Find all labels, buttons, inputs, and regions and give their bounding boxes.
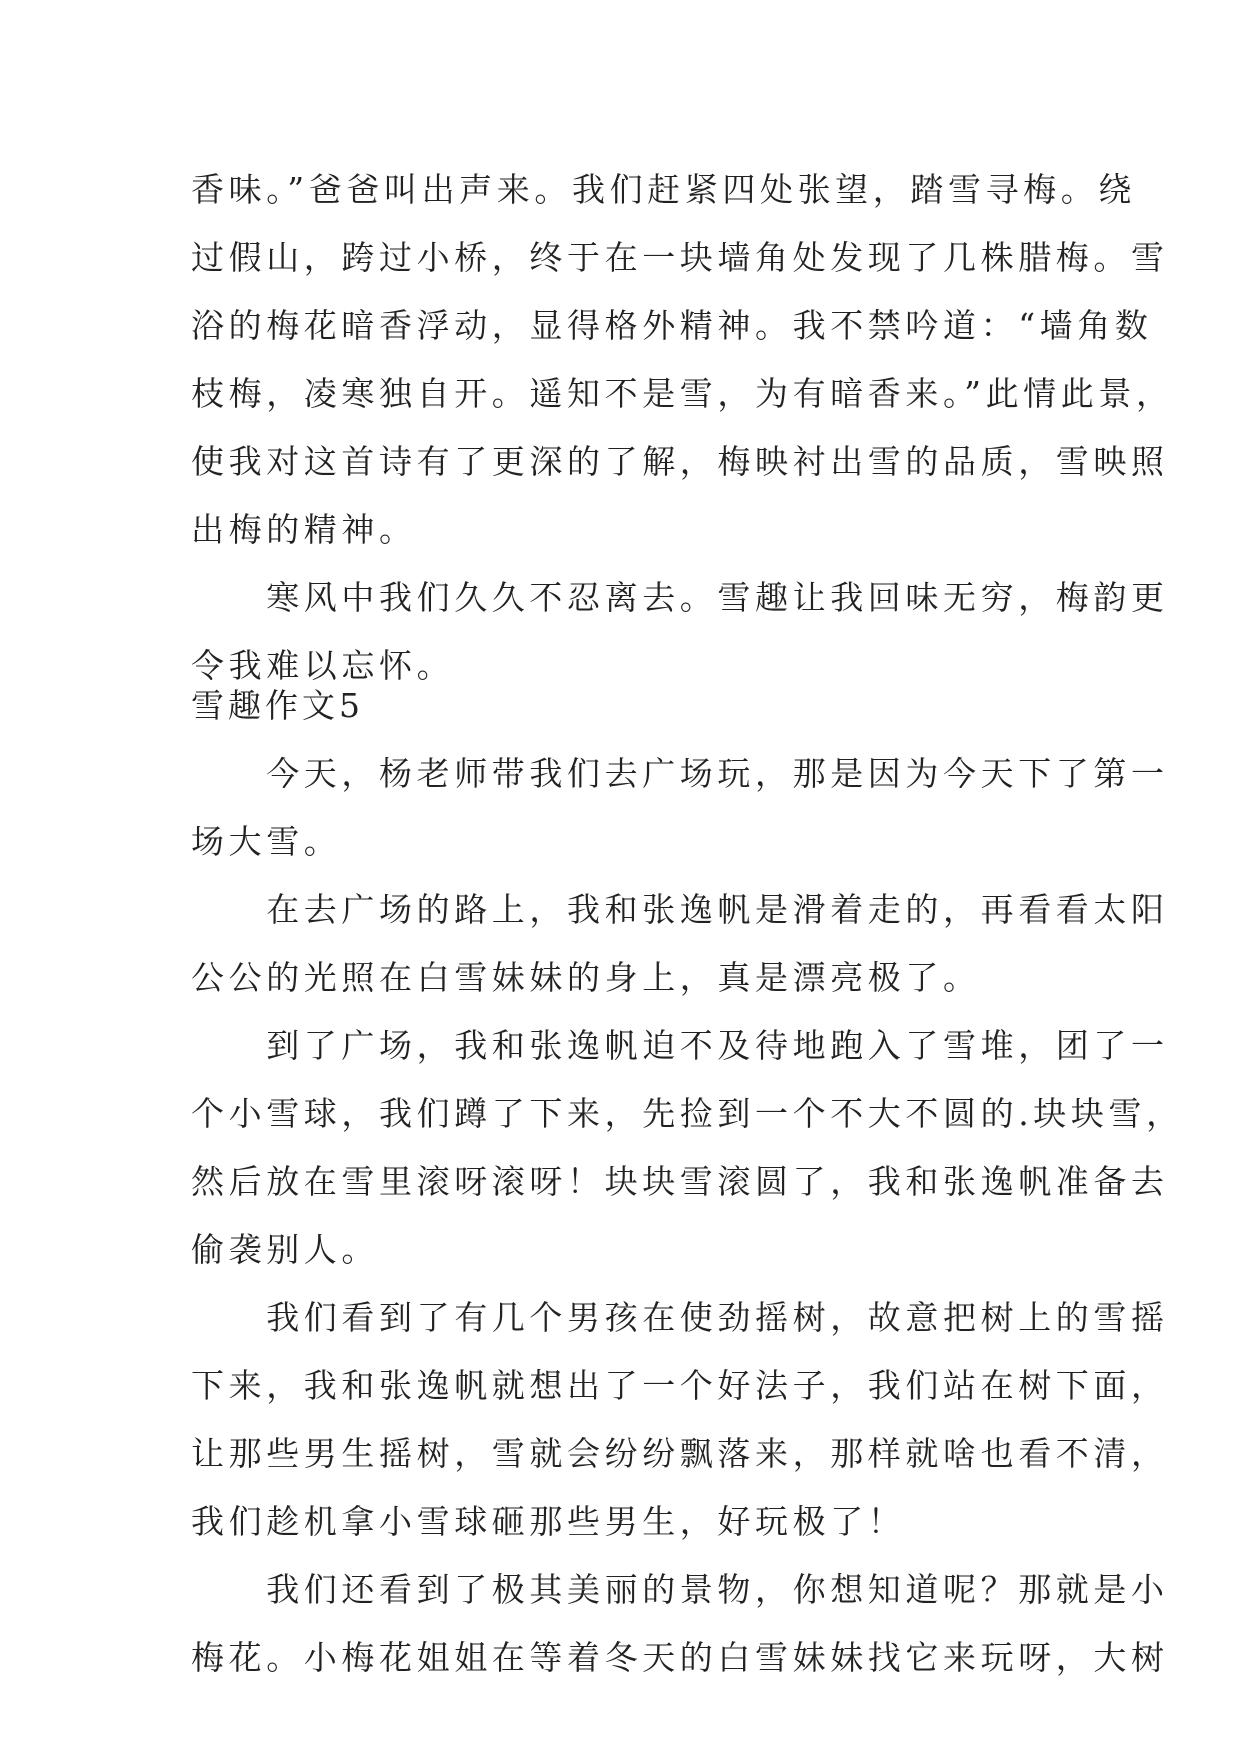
text-line: 到了广场，我和张逸帆迫不及待地跑入了雪堆，团了一 xyxy=(191,1026,1169,1065)
text-line: 个小雪球，我们蹲了下来，先捡到一个不大不圆的.块块雪， xyxy=(191,1094,1184,1133)
text-line: 令我难以忘怀。 xyxy=(191,646,455,685)
text-line: 我们还看到了极其美丽的景物，你想知道呢？那就是小 xyxy=(191,1570,1169,1609)
essay-5 xyxy=(191,672,1184,1692)
text-line: 枝梅，凌寒独自开。遥知不是雪，为有暗香来。”此情此景， xyxy=(191,374,1174,413)
text-line: 在去广场的路上，我和张逸帆是滑着走的，再看看太阳 xyxy=(191,890,1169,929)
text-line: 然后放在雪里滚呀滚呀！块块雪滚圆了，我和张逸帆准备去 xyxy=(191,1162,1169,1201)
text-line: 今天，杨老师带我们去广场玩，那是因为今天下了第一 xyxy=(191,754,1169,793)
text-line: 场大雪。 xyxy=(191,822,342,861)
text-line: 使我对这首诗有了更深的了解，梅映衬出雪的品质，雪映照 xyxy=(191,442,1169,481)
text-line: 香味。”爸爸叫出声来。我们赶紧四处张望，踏雪寻梅。绕 xyxy=(191,170,1136,209)
text-line: 出梅的精神。 xyxy=(191,510,417,549)
text-line: 梅花。小梅花姐姐在等着冬天的白雪妹妹找它来玩呀，大树 xyxy=(191,1638,1169,1677)
text-line: 下来，我和张逸帆就想出了一个好法子，我们站在树下面， xyxy=(191,1366,1169,1405)
essay-title: 雪趣作文5 xyxy=(191,686,364,725)
text-line: 浴的梅花暗香浮动，显得格外精神。我不禁吟道：“墙角数 xyxy=(191,306,1153,345)
text-line: 过假山，跨过小桥，终于在一块墙角处发现了几株腊梅。雪 xyxy=(191,238,1169,277)
text-line: 我们看到了有几个男孩在使劲摇树，故意把树上的雪摇 xyxy=(191,1298,1169,1337)
text-line: 我们趁机拿小雪球砸那些男生，好玩极了！ xyxy=(191,1502,906,1541)
text-line: 偷袭别人。 xyxy=(191,1230,379,1269)
text-line: 寒风中我们久久不忍离去。雪趣让我回味无穷，梅韵更 xyxy=(191,578,1169,617)
text-line: 公公的光照在白雪妹妹的身上，真是漂亮极了。 xyxy=(191,958,981,997)
essay-4-ending xyxy=(191,156,1174,700)
text-line: 让那些男生摇树，雪就会纷纷飘落来，那样就啥也看不清， xyxy=(191,1434,1169,1473)
